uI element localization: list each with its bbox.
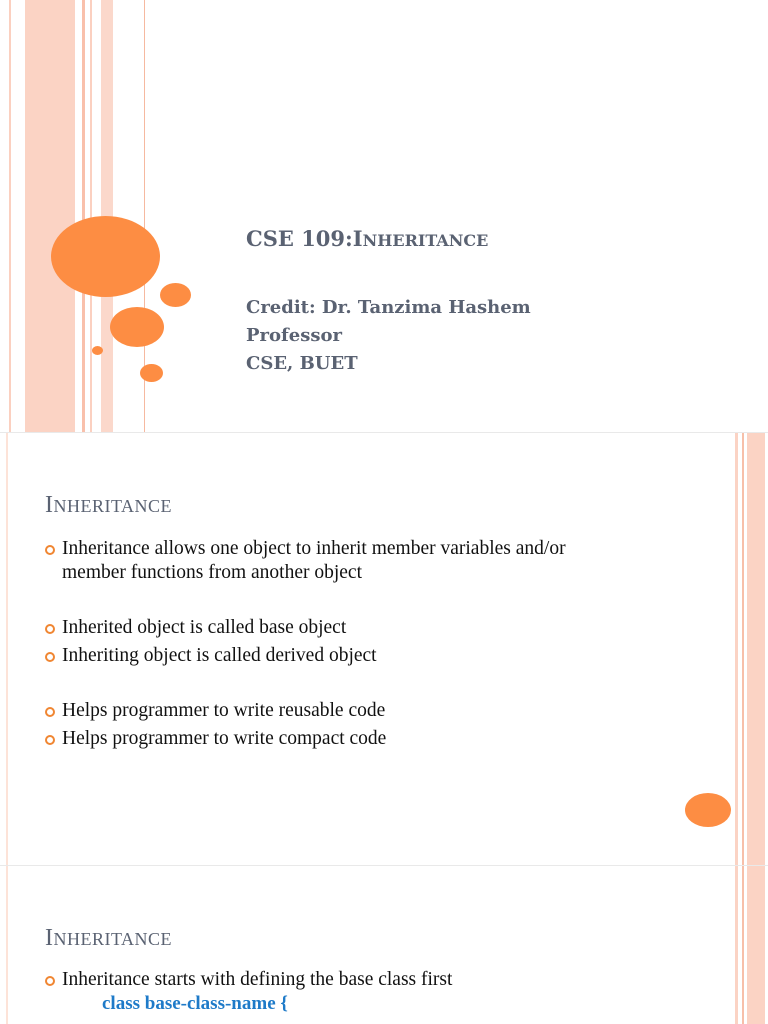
bullet-text: Inheritance allows one object to inherit member variables and/or bbox=[62, 538, 566, 559]
big-orange-circle bbox=[51, 216, 160, 297]
bullet-text: Helps programmer to write compact code bbox=[62, 728, 387, 749]
bullet-ring-icon bbox=[45, 707, 55, 717]
title-prefix: CSE 109: bbox=[246, 226, 353, 251]
title-main: INHERITANCE bbox=[352, 226, 489, 251]
slide-heading bbox=[45, 925, 172, 952]
bullet-item bbox=[45, 644, 377, 668]
slide-inheritance-overview bbox=[0, 433, 768, 865]
orange-circle-right bbox=[685, 793, 731, 827]
bullet-item bbox=[45, 727, 386, 751]
bullet-ring-icon bbox=[45, 652, 55, 662]
slide-title-text bbox=[246, 226, 488, 251]
heading-text: INHERITANCE bbox=[45, 925, 173, 951]
bullet-item bbox=[45, 968, 452, 992]
credit-line: Credit: Dr. Tanzima Hashem bbox=[246, 297, 531, 318]
bullet-text-continued: member functions from another object bbox=[62, 562, 362, 583]
bullet-ring-icon bbox=[45, 624, 55, 634]
slide-title bbox=[0, 0, 768, 432]
bullet-text: Inherited object is called base object bbox=[62, 617, 347, 638]
small-orange-circle-bottom bbox=[140, 364, 163, 382]
dept-line: CSE, BUET bbox=[246, 353, 358, 374]
bullet-ring-icon bbox=[45, 735, 55, 745]
bullet-text: Helps programmer to write reusable code bbox=[62, 700, 386, 721]
bullet-text: Inheritance starts with defining the base class first bbox=[62, 969, 453, 990]
bullet-item bbox=[45, 699, 385, 723]
medium-orange-circle bbox=[110, 307, 164, 347]
bullet-ring-icon bbox=[45, 976, 55, 986]
bullet-item bbox=[45, 537, 566, 585]
bullet-ring-icon bbox=[45, 545, 55, 555]
slide-heading bbox=[45, 492, 172, 519]
small-orange-circle bbox=[160, 283, 191, 307]
heading-text: INHERITANCE bbox=[45, 492, 173, 518]
bullet-text: Inheriting object is called derived object bbox=[62, 645, 377, 666]
tiny-orange-circle bbox=[92, 346, 103, 355]
role-line: Professor bbox=[246, 325, 342, 346]
bullet-item bbox=[45, 616, 346, 640]
code-line: class base-class-name { bbox=[102, 993, 288, 1014]
slide-inheritance-syntax bbox=[0, 866, 768, 1024]
